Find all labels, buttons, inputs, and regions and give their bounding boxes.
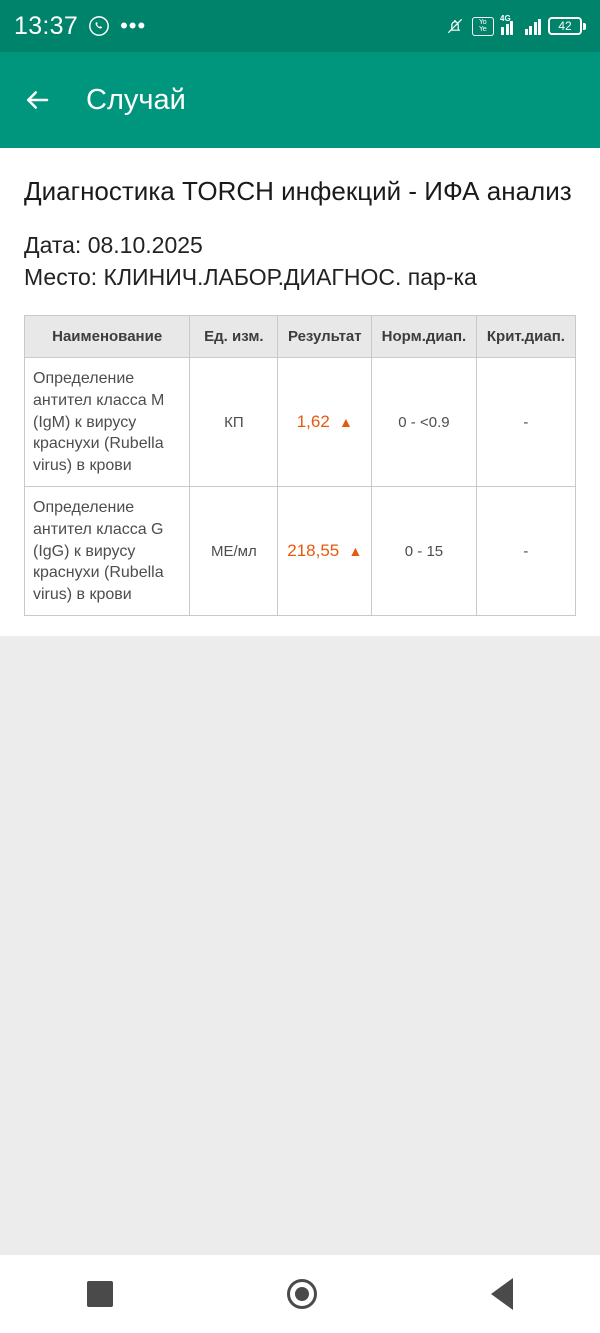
back-nav-icon[interactable] — [491, 1278, 513, 1310]
results-table-wrapper — [24, 315, 576, 636]
battery-level: 42 — [548, 17, 582, 35]
whatsapp-icon — [88, 15, 110, 37]
case-place: Место: КЛИНИЧ.ЛАБОР.ДИАГНОС. пар-ка — [24, 264, 477, 291]
status-bar — [0, 0, 600, 52]
cell-name: Определение антител класса M (IgM) к вирусу краснухи (Rubella virus) в крови — [25, 358, 190, 487]
column-header-name: Наименование — [25, 316, 190, 358]
result-value: 218,55 — [287, 541, 340, 561]
table-header — [25, 316, 576, 358]
battery-icon — [548, 17, 586, 35]
cell-norm-range: 0 - 15 — [372, 487, 477, 616]
page-title: Случай — [86, 83, 186, 116]
signal-bars-icon — [525, 17, 542, 35]
overflow-dots-icon: ••• — [120, 13, 147, 38]
cell-crit-range: - — [476, 358, 575, 487]
app-bar — [0, 52, 600, 148]
column-header-unit: Ед. изм. — [190, 316, 278, 358]
case-date: Дата: 08.10.2025 — [24, 232, 203, 259]
system-nav-bar — [0, 1255, 600, 1333]
results-table — [24, 315, 576, 616]
cell-unit: КП — [190, 358, 278, 487]
case-content — [0, 148, 600, 636]
cell-result — [278, 358, 372, 487]
table-body — [25, 358, 576, 616]
cell-unit: МЕ/мл — [190, 487, 278, 616]
case-title: Диагностика TORCH инфекций - ИФА анализ — [24, 176, 572, 206]
yo-badge-icon: Yo Ye — [472, 17, 494, 36]
status-clock: 13:37 — [14, 11, 79, 40]
home-icon[interactable] — [287, 1279, 317, 1309]
cell-crit-range: - — [476, 487, 575, 616]
empty-area — [0, 636, 600, 1255]
table-header-row — [25, 316, 576, 358]
recent-apps-icon[interactable] — [87, 1281, 113, 1307]
cell-name: Определение антител класса G (IgG) к вирусу краснухи (Rubella virus) в крови — [25, 487, 190, 616]
mute-bell-icon — [445, 16, 465, 36]
column-header-result: Результат — [278, 316, 372, 358]
back-arrow-icon[interactable] — [22, 85, 52, 115]
result-high-arrow-icon: ▲ — [338, 414, 353, 431]
network-4g-icon: 4G — [501, 17, 518, 35]
column-header-crit: Крит.диап. — [476, 316, 575, 358]
cell-result — [278, 487, 372, 616]
status-bar-right — [445, 16, 586, 36]
table-row[interactable] — [25, 358, 576, 487]
column-header-norm: Норм.диап. — [372, 316, 477, 358]
status-bar-left — [14, 12, 146, 41]
table-row[interactable] — [25, 487, 576, 616]
result-value: 1,62 — [296, 412, 330, 432]
result-high-arrow-icon: ▲ — [348, 543, 363, 560]
cell-norm-range: 0 - <0.9 — [372, 358, 477, 487]
